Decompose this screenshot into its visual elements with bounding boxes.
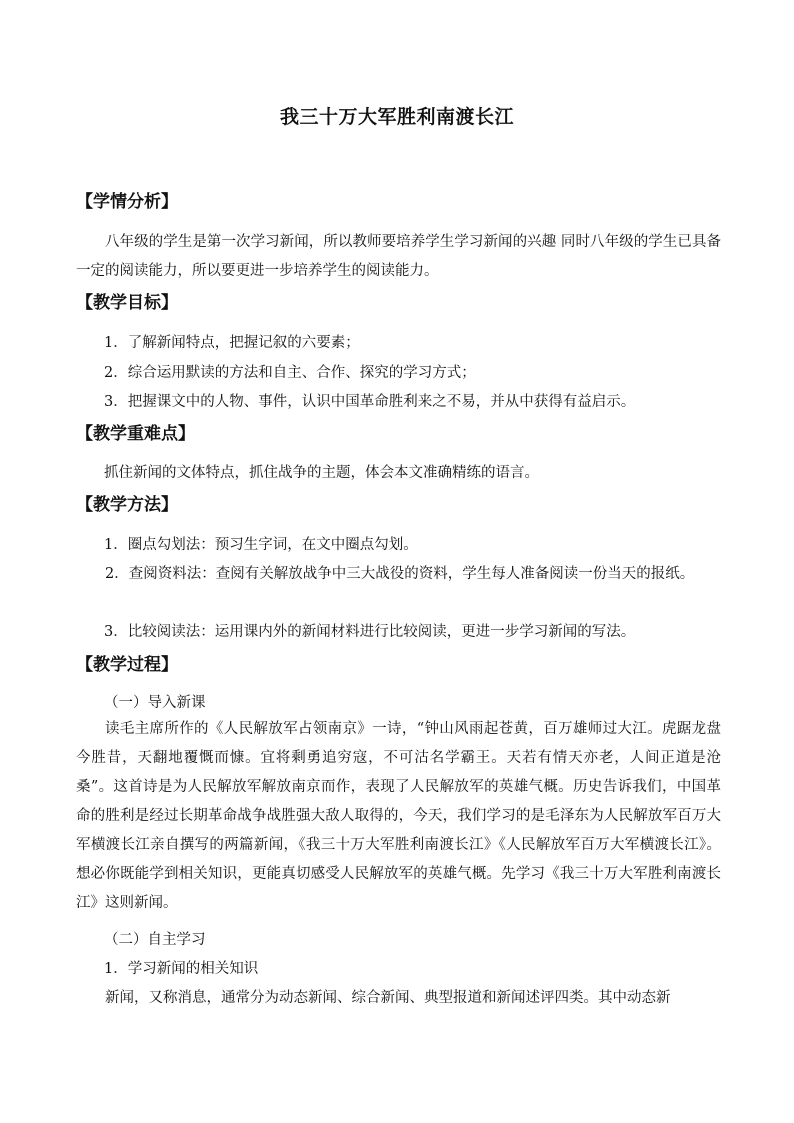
- paragraph-news-definition: 新闻，又称消息，通常分为动态新闻、综合新闻、典型报道和新闻述评四类。其中动态新: [105, 990, 671, 1006]
- goal-item-3: 3．把握课文中的人物、事件，认识中国革命胜利来之不易，并从中获得有益启示。: [104, 394, 636, 410]
- heading-teaching-methods: 【教学方法】: [76, 495, 178, 515]
- method-item-1: 1．圈点勾划法：预习生字词，在文中圈点勾划。: [104, 537, 418, 553]
- process-subheading-1: （一）导入新课: [104, 695, 206, 711]
- method-item-2: 2．查阅资料法：查阅有关解放战争中三大战役的资料，学生每人准备阅读一份当天的报纸。: [105, 566, 695, 582]
- process-subitem-1: 1．学习新闻的相关知识: [104, 961, 259, 977]
- heading-key-points: 【教学重难点】: [76, 424, 195, 444]
- process-subheading-2: （二）自主学习: [104, 932, 206, 948]
- method-item-3: 3．比较阅读法：运用课内外的新闻材料进行比较阅读，更进一步学习新闻的写法。: [104, 624, 636, 640]
- heading-teaching-process: 【教学过程】: [76, 655, 178, 675]
- paragraph-learning-analysis: 八年级的学生是第一次学习新闻，所以教师要培养学生学习新闻的兴趣 同时八年级的学生已具备一定的阅读能力，所以要更进一步培养学生的阅读能力。: [76, 234, 721, 279]
- paragraph-key-points: 抓住新闻的文体特点，抓住战争的主题，体会本文准确精练的语言。: [104, 465, 539, 481]
- document-title: 我三十万大军胜利南渡长江: [279, 106, 514, 128]
- heading-learning-analysis: 【学情分析】: [76, 192, 178, 212]
- goal-item-2: 2．综合运用默读的方法和自主、合作、探究的学习方式；: [104, 365, 476, 381]
- paragraph-introduction: 读毛主席所作的《人民解放军占领南京》一诗，“钟山风雨起苍黄，百万雄师过大江。虎踞龙盘今胜昔，天翻地覆慨而慷。宜将剩勇追穷寇，不可沽名学霸王。天若有情天亦老，人间正道是沧桑”。这首诗是为人民解放军解放南京而作，表现了人民解放军的英雄气概。历史告诉我们，中国革命的胜利是经过长期革命战争战胜强大敌人取得的，今天，我们学习的是毛泽东为人民解放军百万大军横渡长江亲自撰写的两篇新闻，《我三十万大军胜利南渡长江》《人民解放军百万大军横渡长江》。想必你既能学到相关知识，更能真切感受人民解放军的英雄气概。先学习《我三十万大军胜利南渡长江》这则新闻。: [76, 721, 721, 911]
- heading-teaching-goals: 【教学目标】: [76, 293, 178, 313]
- goal-item-1: 1．了解新闻特点，把握记叙的六要素；: [104, 335, 360, 351]
